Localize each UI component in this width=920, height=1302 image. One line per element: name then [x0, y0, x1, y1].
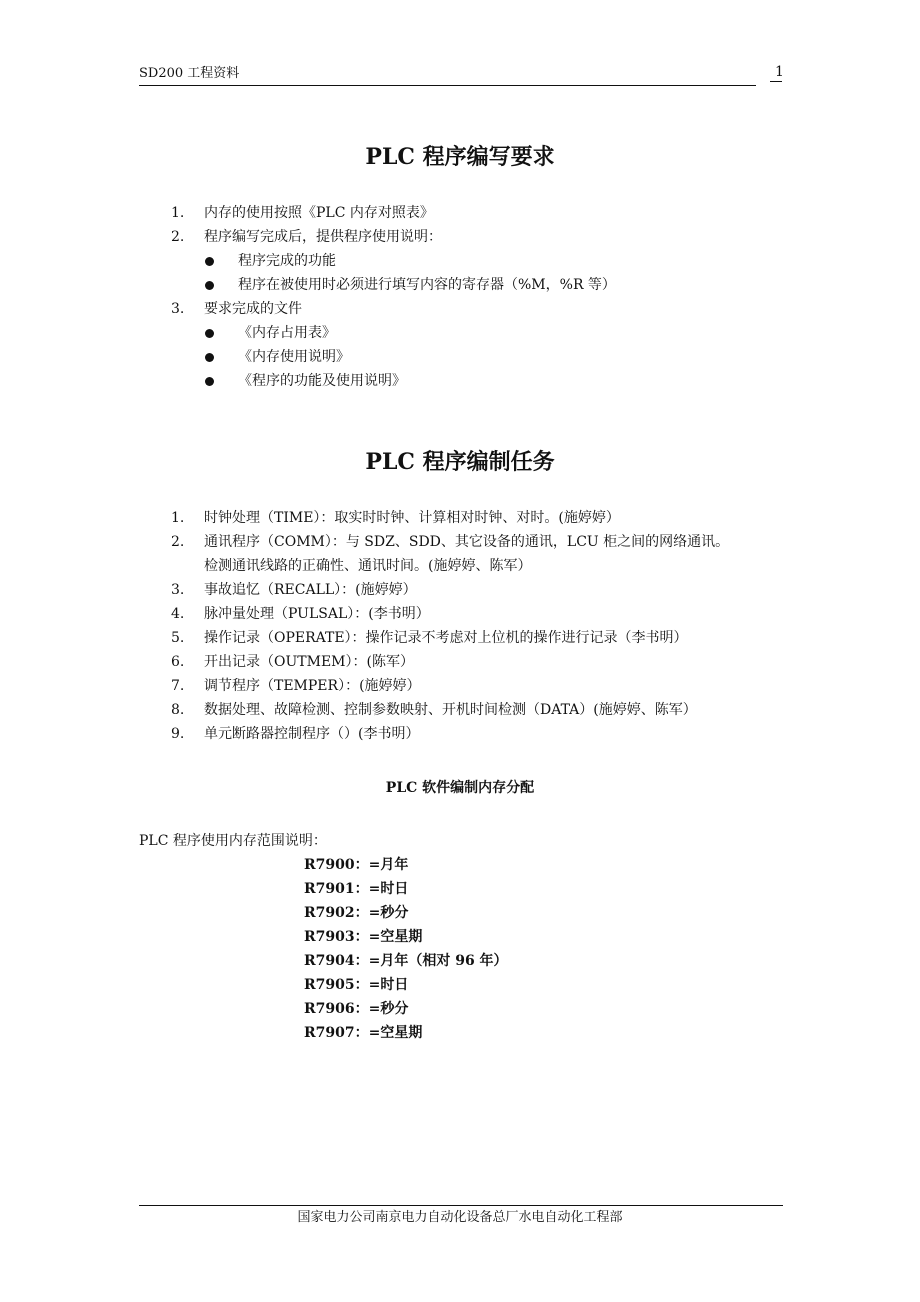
register-line: R7901：=时日 [304, 881, 409, 897]
item-number: 2. [171, 534, 185, 550]
footer-divider [139, 1205, 783, 1206]
header-title: SD200 工程资料 [139, 66, 240, 81]
item-number: 7. [171, 678, 185, 694]
item-text: 开出记录（OUTMEM）：(陈军） [204, 654, 414, 670]
item-number: 8. [171, 702, 185, 718]
item-text: 要求完成的文件 [204, 301, 302, 317]
section2-title: PLC 程序编制任务 [365, 449, 555, 475]
bullet-text: 《内存使用说明》 [238, 349, 350, 365]
page-number: 1 [775, 64, 784, 80]
item-number: 1. [171, 205, 185, 221]
item-text: 时钟处理（TIME）：取实时时钟、计算相对时钟、对时。(施婷婷） [204, 510, 620, 526]
item-number: 9. [171, 726, 185, 742]
register-line: R7906：=秒分 [304, 1001, 409, 1017]
section3-intro: PLC 程序使用内存范围说明： [139, 833, 327, 849]
bullet-icon [205, 281, 214, 290]
section3-title: PLC 软件编制内存分配 [385, 780, 535, 796]
register-line: R7905：=时日 [304, 977, 409, 993]
bullet-icon [205, 329, 214, 338]
item-number: 1. [171, 510, 185, 526]
footer-text: 国家电力公司南京电力自动化设备总厂水电自动化工程部 [297, 1210, 623, 1225]
register-line: R7902：=秒分 [304, 905, 409, 921]
item-text: 单元断路器控制程序（）(李书明） [204, 726, 420, 742]
item-text: 程序编写完成后，提供程序使用说明： [204, 229, 442, 245]
item-number: 5. [171, 630, 185, 646]
item-text: 数据处理、故障检测、控制参数映射、开机时间检测（DATA）(施婷婷、陈军） [204, 702, 697, 718]
item-text: 操作记录（OPERATE）：操作记录不考虑对上位机的操作进行记录（李书明） [204, 630, 688, 646]
bullet-icon [205, 353, 214, 362]
bullet-text: 程序在被使用时必须进行填写内容的寄存器（%M，%R 等） [238, 277, 616, 293]
bullet-icon [205, 257, 214, 266]
bullet-icon [205, 377, 214, 386]
page-number-underline [770, 81, 782, 82]
item-text-continuation: 检测通讯线路的正确性、通讯时间。(施婷婷、陈军） [204, 558, 532, 574]
item-number: 2. [171, 229, 185, 245]
bullet-text: 《内存占用表》 [238, 325, 336, 341]
item-text: 事故追忆（RECALL）：(施婷婷） [204, 582, 417, 598]
register-line: R7900：=月年 [304, 857, 409, 873]
register-line: R7904：=月年（相对 96 年） [304, 953, 508, 969]
item-text: 调节程序（TEMPER）：(施婷婷） [204, 678, 421, 694]
section1-title: PLC 程序编写要求 [365, 144, 555, 170]
item-number: 3. [171, 582, 185, 598]
item-text: 脉冲量处理（PULSAL）：(李书明） [204, 606, 430, 622]
bullet-text: 程序完成的功能 [238, 253, 336, 269]
item-text: 内存的使用按照《PLC 内存对照表》 [204, 205, 434, 221]
item-text: 通讯程序（COMM）：与 SDZ、SDD、其它设备的通讯，LCU 柜之间的网络通讯。 [204, 534, 730, 550]
bullet-text: 《程序的功能及使用说明》 [238, 373, 406, 389]
item-number: 6. [171, 654, 185, 670]
header-divider [139, 85, 756, 86]
register-line: R7903：=空星期 [304, 929, 423, 945]
register-line: R7907：=空星期 [304, 1025, 423, 1041]
item-number: 4. [171, 606, 185, 622]
item-number: 3. [171, 301, 185, 317]
